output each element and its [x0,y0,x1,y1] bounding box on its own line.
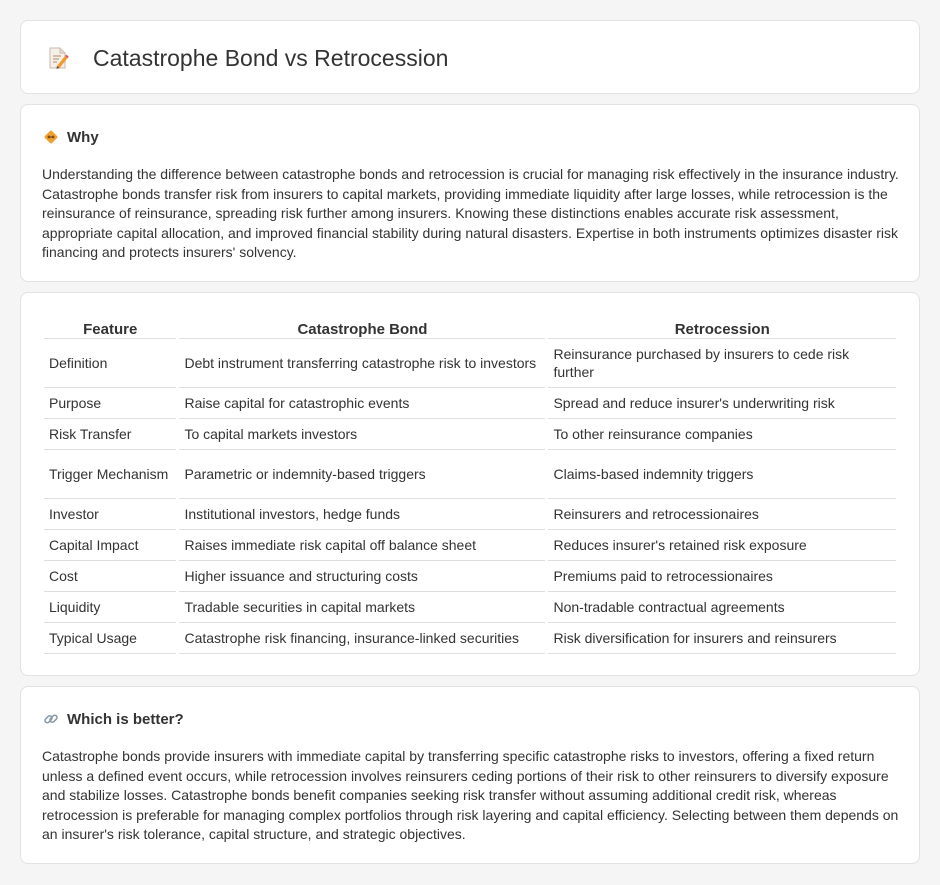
table-row [44,530,896,561]
feature-cell: Risk Transfer [44,419,176,450]
catastrophe-bond-cell: To capital markets investors [179,419,545,450]
why-title: Why [67,128,99,146]
retrocession-cell: To other reinsurance companies [548,419,896,450]
feature-cell: Cost [44,561,176,592]
feature-cell: Purpose [44,388,176,419]
why-card [20,104,920,282]
catastrophe-bond-cell: Higher issuance and structuring costs [179,561,545,592]
catastrophe-bond-cell: Raises immediate risk capital off balance sheet [179,530,545,561]
link-icon [43,711,59,727]
catastrophe-bond-cell: Raise capital for catastrophic events [179,388,545,419]
catastrophe-bond-cell: Catastrophe risk financing, insurance-linked securities [179,623,545,654]
table-row [44,592,896,623]
why-text: Understanding the difference between catastrophe bonds and retrocession is crucial for managing risk effectively in the insurance industry. Catastrophe bonds transfer risk from insurers to capital markets, providing immediate liquidity after large losses, while retrocession is the reinsurance of reinsurance, spreading risk further among insurers. Knowing these distinctions enables accurate risk assessment, appropriate capital allocation, and improved financial stability during natural disasters. Expertise in both instruments optimizes disaster risk financing and protects insurers' solvency. [42,166,899,261]
retrocession-cell: Spread and reduce insurer's underwriting risk [548,388,896,419]
header-card [20,20,920,94]
header-feature: Feature [44,315,176,339]
retrocession-cell: Reduces insurer's retained risk exposure [548,530,896,561]
feature-cell: Capital Impact [44,530,176,561]
better-heading [43,709,184,729]
retrocession-cell: Claims-based indemnity triggers [548,450,896,499]
header-catastrophe-bond: Catastrophe Bond [179,315,545,339]
catastrophe-bond-cell: Institutional investors, hedge funds [179,499,545,530]
table-row [44,561,896,592]
table-row [44,339,896,388]
diamond-icon [43,129,59,145]
feature-cell: Investor [44,499,176,530]
catastrophe-bond-cell: Parametric or indemnity-based triggers [179,450,545,499]
retrocession-cell: Reinsurance purchased by insurers to cede risk further [548,339,896,388]
retrocession-cell: Premiums paid to retrocessionaires [548,561,896,592]
comparison-card [20,292,920,676]
catastrophe-bond-cell: Tradable securities in capital markets [179,592,545,623]
feature-cell: Definition [44,339,176,388]
table-row [44,623,896,654]
feature-cell: Trigger Mechanism [44,450,176,499]
table-header-row [44,315,896,339]
retrocession-cell: Risk diversification for insurers and reinsurers [548,623,896,654]
why-heading [43,127,99,147]
better-title: Which is better? [67,710,184,728]
retrocession-cell: Non-tradable contractual agreements [548,592,896,623]
table-row [44,450,896,499]
table-row [44,499,896,530]
better-card [20,686,920,864]
table-row [44,419,896,450]
feature-cell: Typical Usage [44,623,176,654]
retrocession-cell: Reinsurers and retrocessionaires [548,499,896,530]
page-title: Catastrophe Bond vs Retrocession [93,44,449,71]
page-title-row [45,43,448,73]
comparison-table [41,315,899,654]
better-text: Catastrophe bonds provide insurers with immediate capital by transferring specific catastrophe risks to investors, offering a fixed return unless a defined event occurs, while retrocession involves reinsurers ceding portions of their risk to other reinsurers to diversify exposure and stabilize losses. Catastrophe bonds benefit companies seeking risk transfer without assuming additional credit risk, whereas retrocession is preferable for managing complex portfolios through risk layering and capital efficiency. Selecting between them depends on an insurer's risk tolerance, capital structure, and strategic objectives. [42,748,899,843]
table-row [44,388,896,419]
catastrophe-bond-cell: Debt instrument transferring catastrophe risk to investors [179,339,545,388]
feature-cell: Liquidity [44,592,176,623]
header-retrocession: Retrocession [548,315,896,339]
document-icon [45,45,71,71]
